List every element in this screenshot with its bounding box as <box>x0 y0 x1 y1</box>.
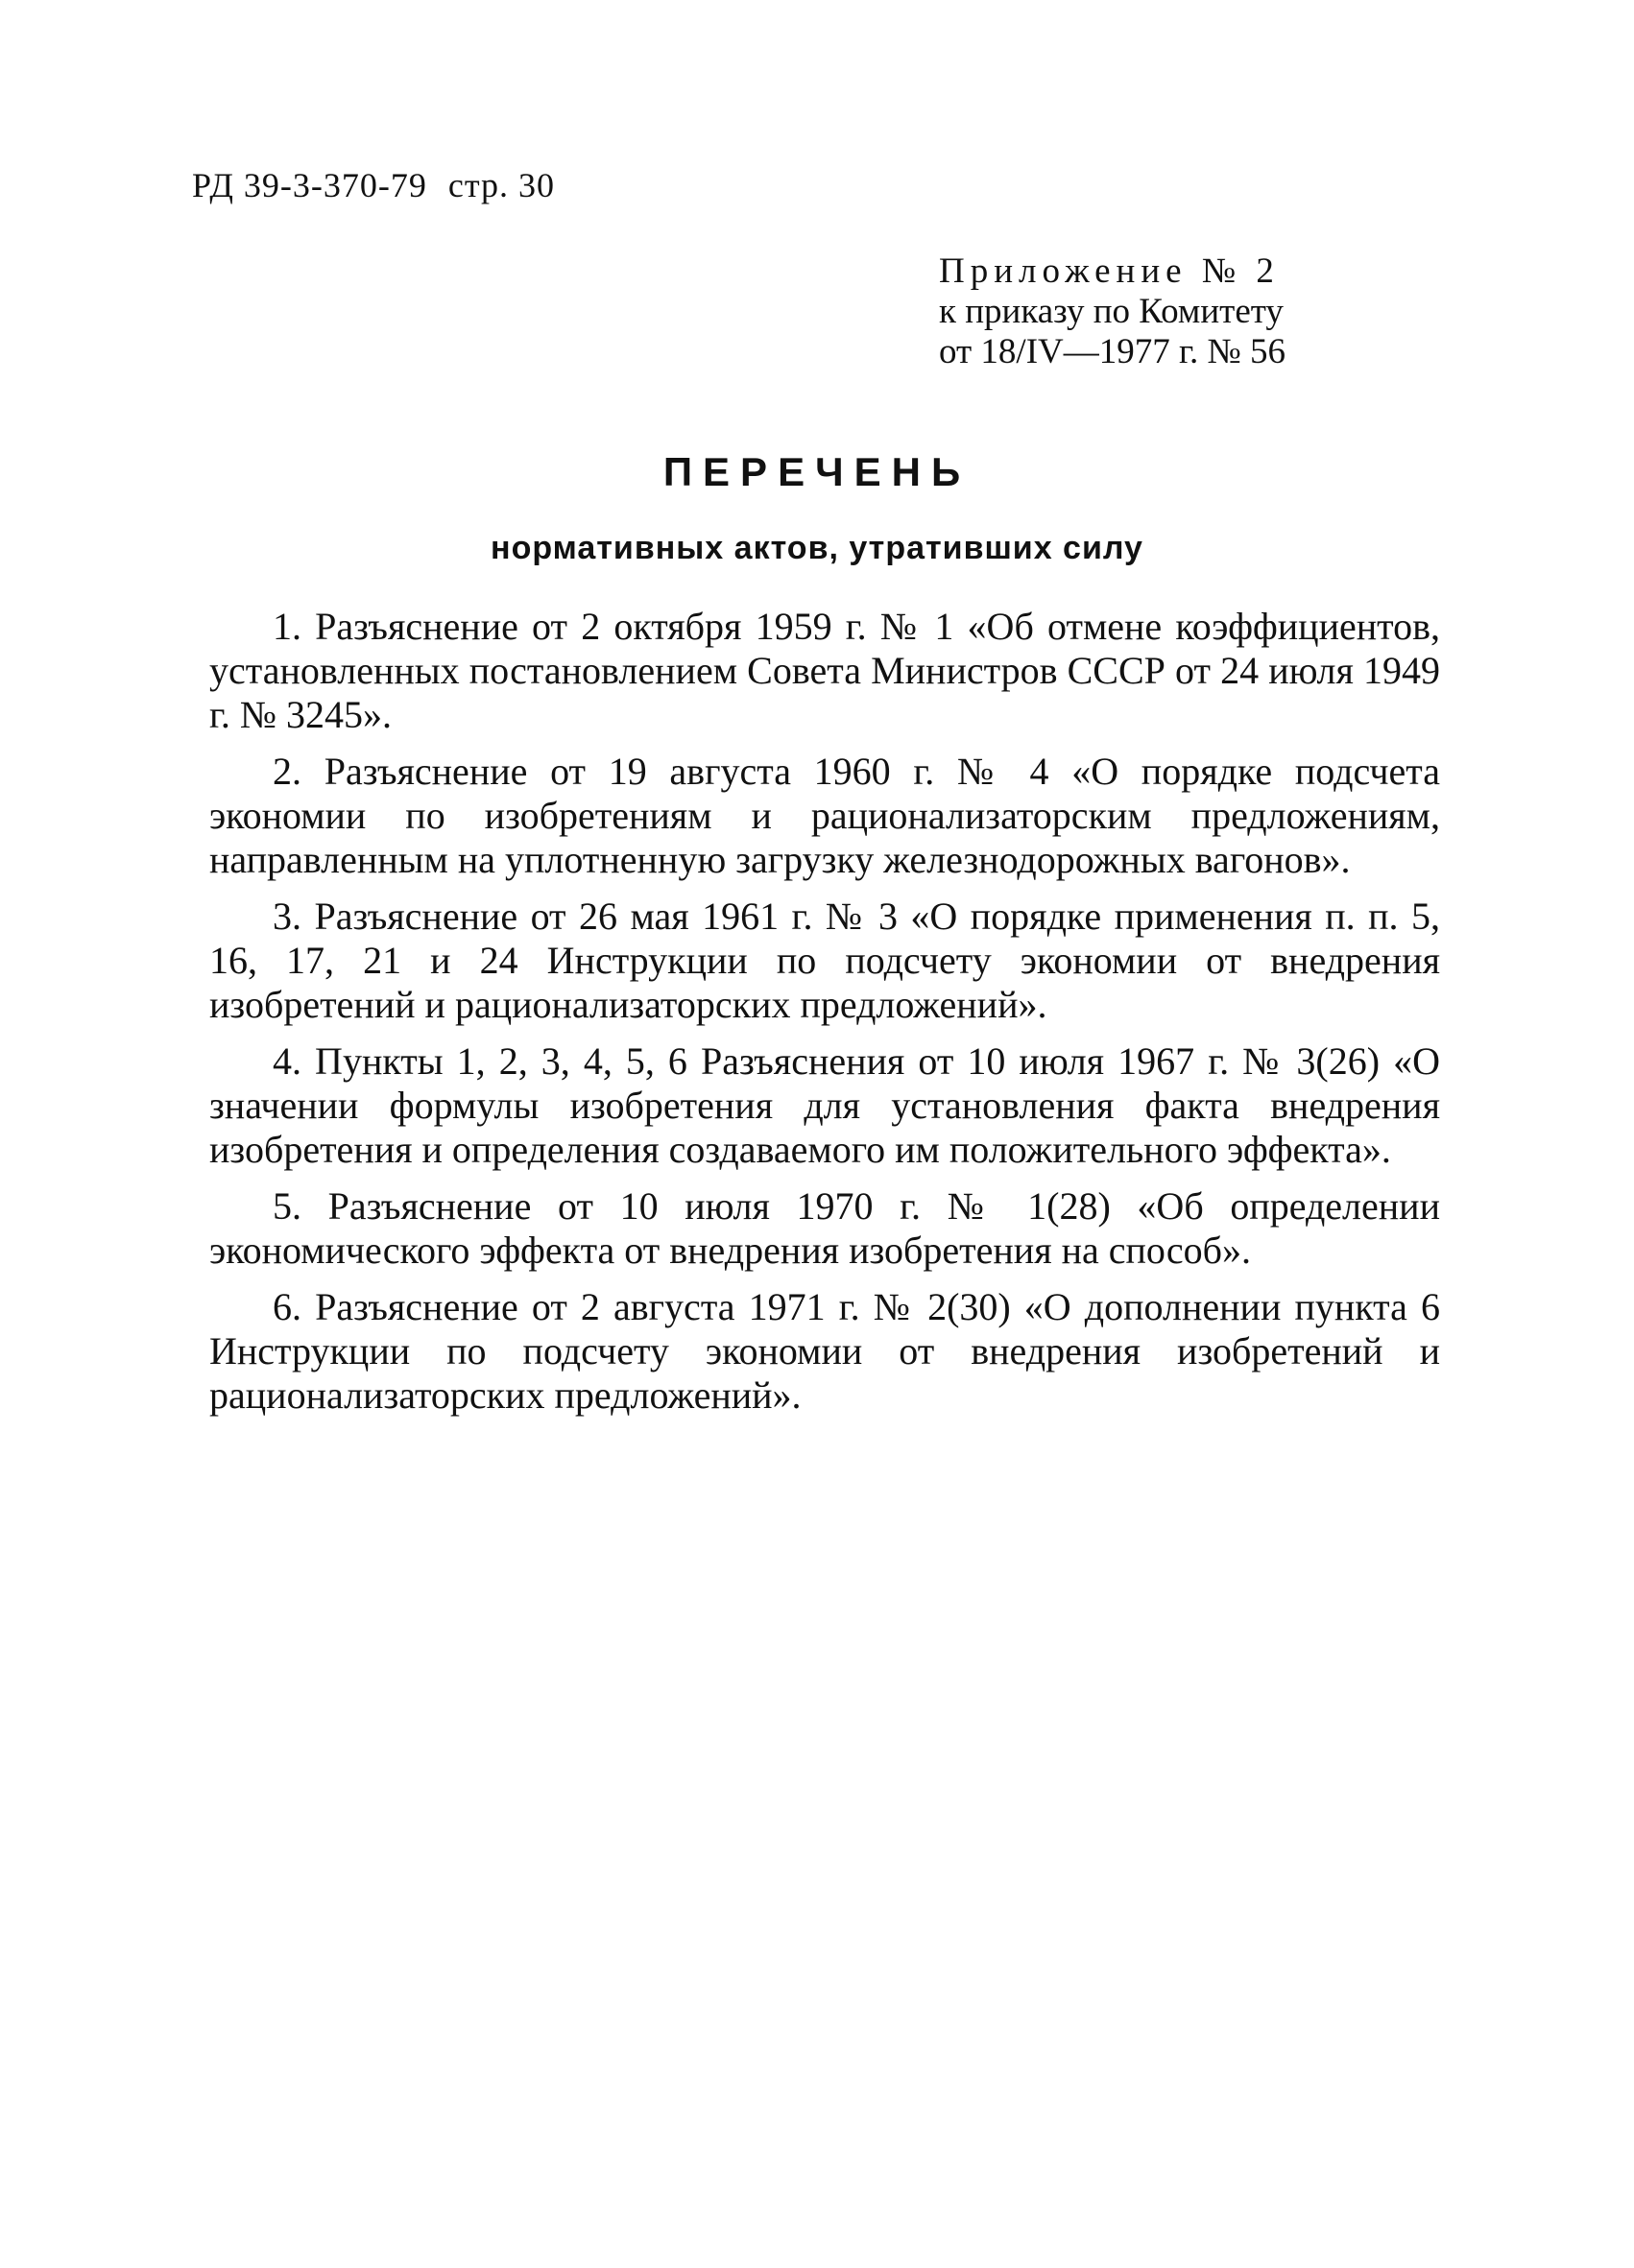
list-item: 5. Разъяснение от 10 июля 1970 г. № 1(28) «Об определении экономического эффекта от внедрения изобретения на способ». <box>209 1184 1440 1272</box>
document-header <box>192 165 555 205</box>
list-item: 6. Разъяснение от 2 августа 1971 г. № 2(30) «О дополнении пункта 6 Инструкции по подсчету экономии от внедрения изобретений и рационализаторских предложений». <box>209 1285 1440 1417</box>
list-item: 4. Пункты 1, 2, 3, 4, 5, 6 Разъяснения от 10 июля 1967 г. № 3(26) «О значении формулы изобретения для установления факта внедрения изобретения и определения создаваемого им положительного эффекта». <box>209 1039 1440 1171</box>
document-code: РД 39-3-370-79 <box>192 166 427 204</box>
appendix-order-ref: к приказу по Комитету <box>939 292 1284 331</box>
page-title: ПЕРЕЧЕНЬ <box>662 449 972 494</box>
appendix-block <box>939 251 1286 372</box>
appendix-order-date: от 18/IV—1977 г. № 56 <box>939 332 1286 371</box>
list-item: 1. Разъяснение от 2 октября 1959 г. № 1 «Об отмене коэффициентов, установленных постановлением Совета Министров СССР от 24 июля 1949 г. № 3245». <box>209 605 1440 736</box>
page-subtitle: нормативных актов, утративших силу <box>491 530 1143 566</box>
acts-list <box>209 605 1440 1430</box>
appendix-title: Приложение № 2 <box>939 251 1280 291</box>
list-item: 2. Разъяснение от 19 августа 1960 г. № 4 «О порядке подсчета экономии по изобретениям и рационализаторским предложениям, направленным на уплотненную загрузку железнодорожных вагонов». <box>209 750 1440 881</box>
list-item: 3. Разъяснение от 26 мая 1961 г. № 3 «О порядке применения п. п. 5, 16, 17, 21 и 24 Инструкции по подсчету экономии от внедрения изобретений и рационализаторских предложений». <box>209 895 1440 1026</box>
page-number: стр. 30 <box>447 166 555 204</box>
